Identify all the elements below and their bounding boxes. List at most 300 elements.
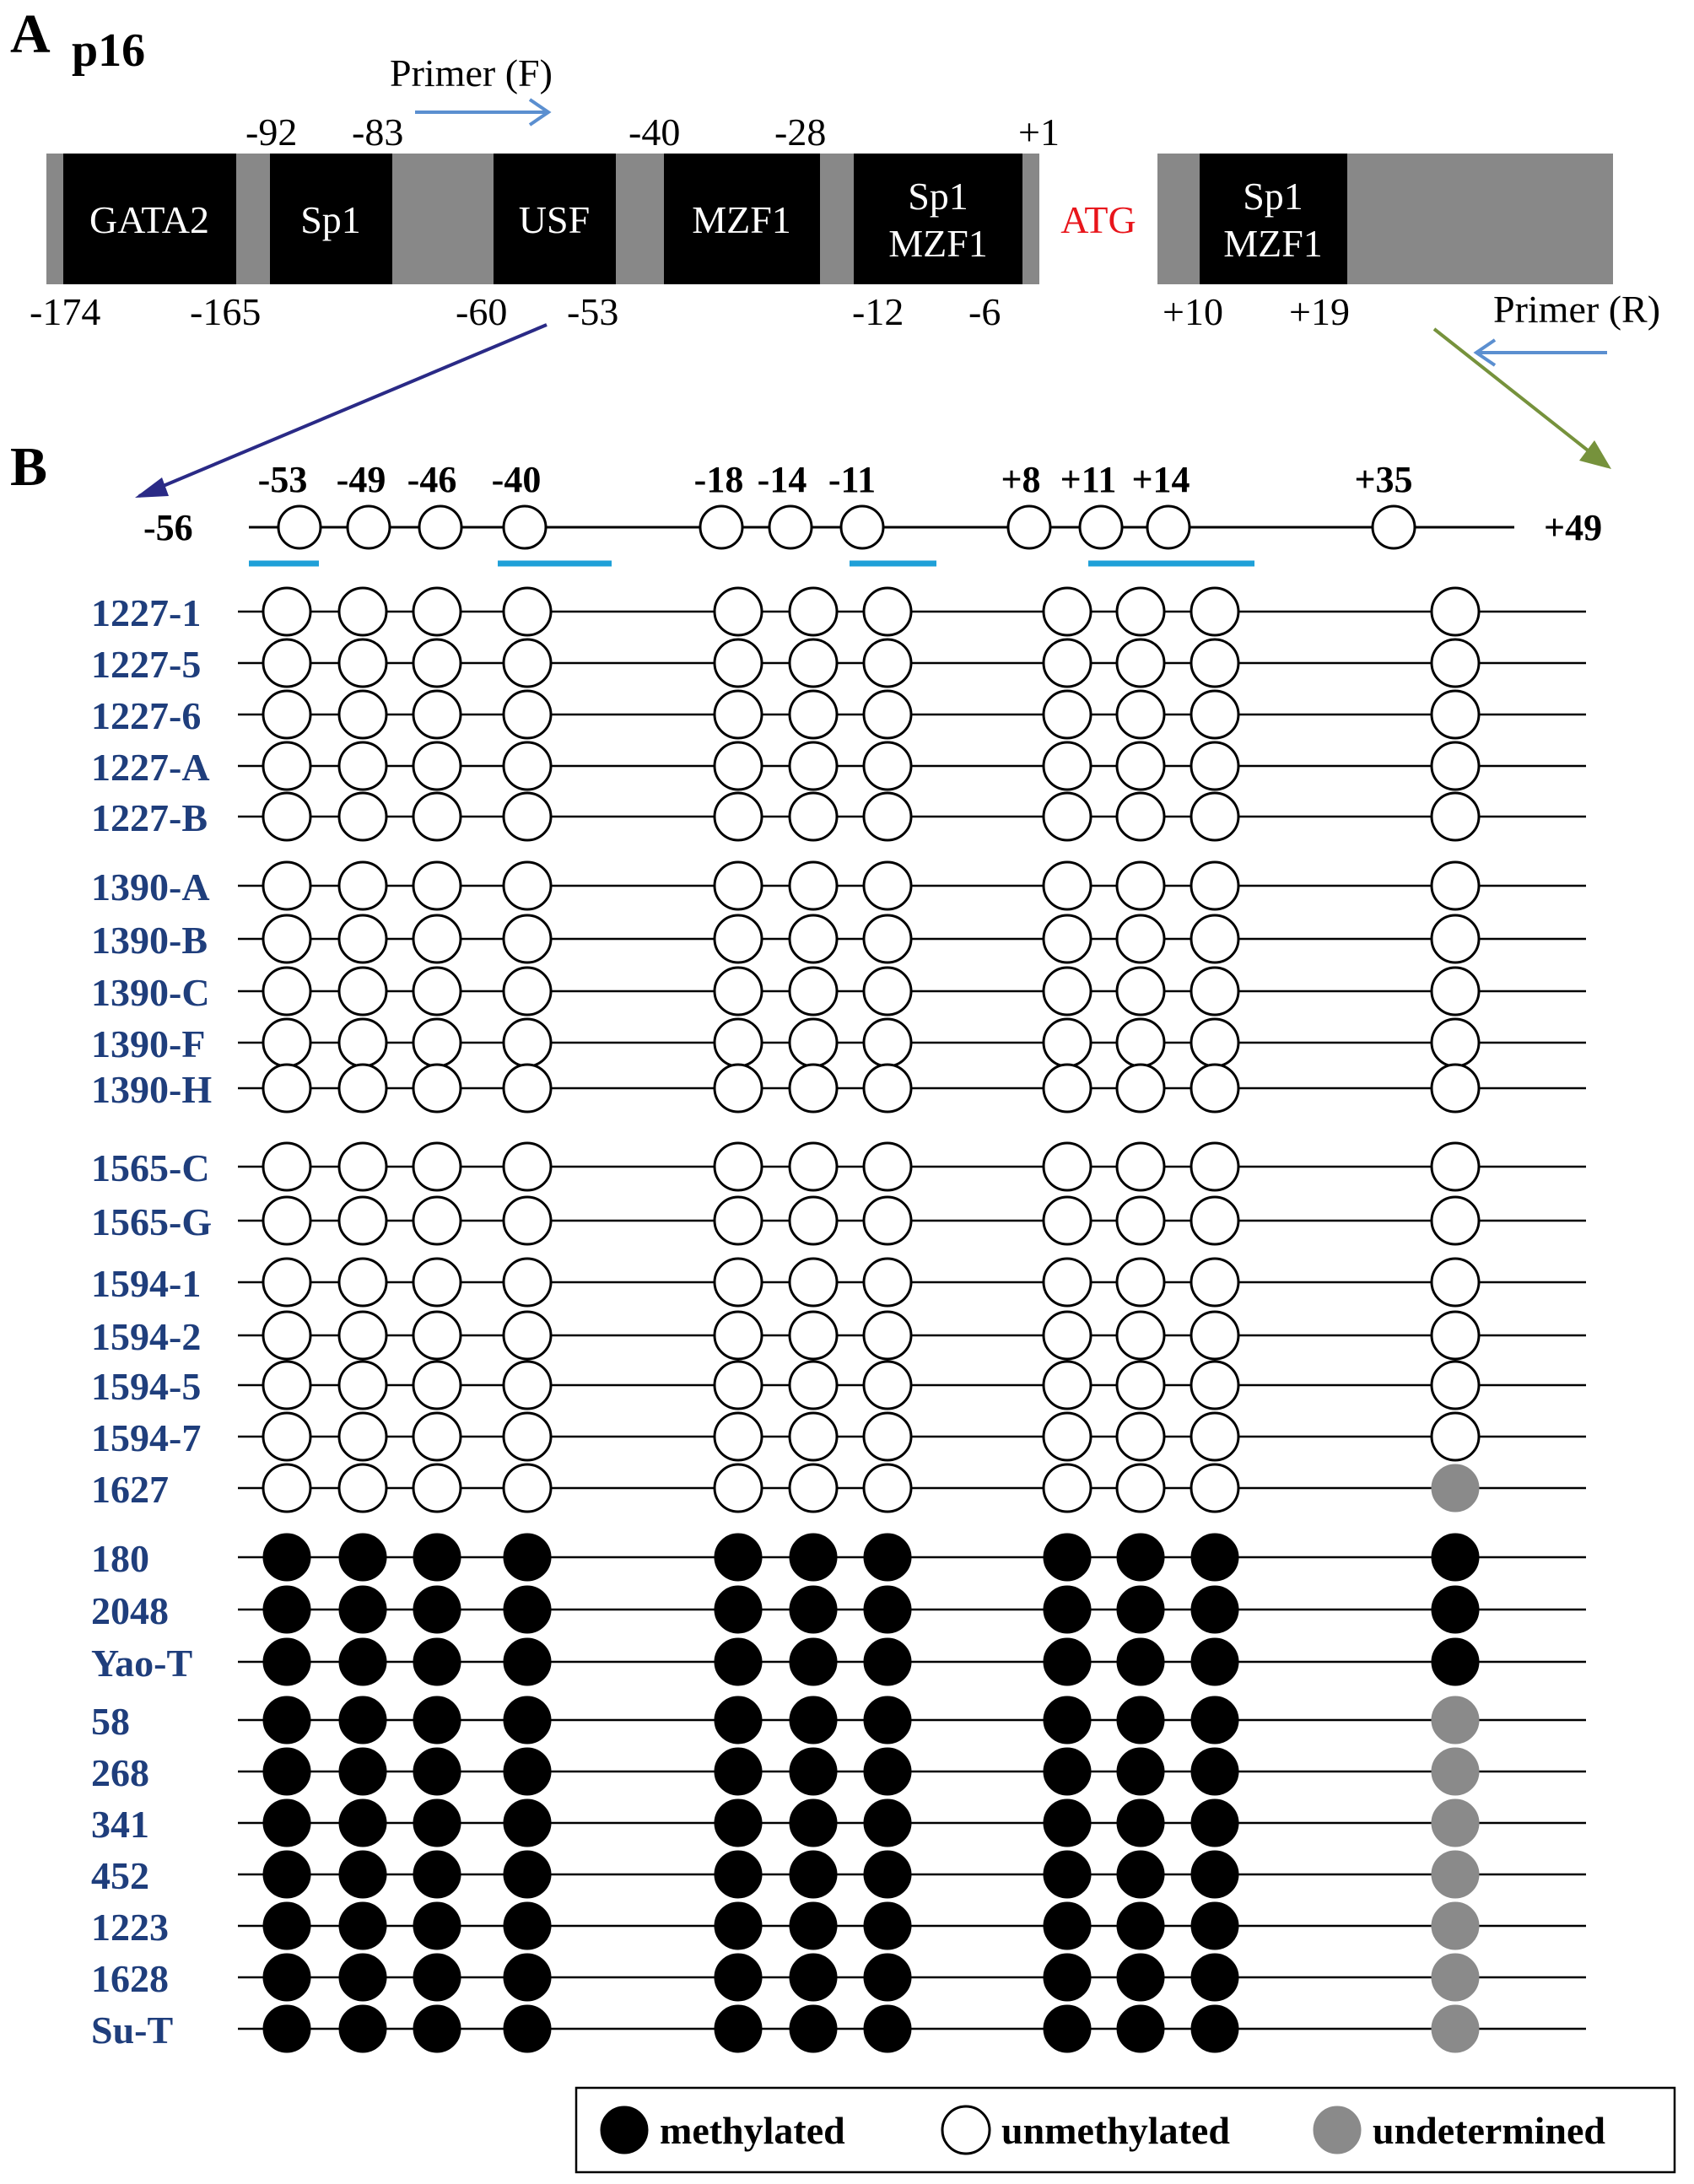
position-label-bottom: -165 (190, 290, 262, 333)
methylation-rows (91, 588, 1586, 2052)
methylated-site (413, 1954, 461, 2001)
unmethylated-site (864, 862, 911, 909)
unmethylated-site (413, 1065, 461, 1112)
unmethylated-site (1432, 793, 1479, 840)
unmethylated-site (504, 1259, 551, 1306)
unmethylated-site (1191, 915, 1238, 963)
methylated-site (864, 1638, 911, 1685)
cpg-site-marker (841, 506, 883, 548)
unmethylated-site (715, 1312, 762, 1359)
cpg-site-marker (700, 506, 742, 548)
methylated-site (339, 1748, 386, 1795)
methylated-site (790, 1851, 837, 1898)
unmethylated-site-legend-icon (942, 2106, 990, 2154)
unmethylated-site (413, 1143, 461, 1190)
unmethylated-site (339, 968, 386, 1015)
sample-row (91, 1143, 1586, 1190)
methylated-site (263, 1748, 310, 1795)
methylated-site (504, 1851, 551, 1898)
methylated-site (263, 1902, 310, 1949)
unmethylated-site (864, 915, 911, 963)
binding-site-mzf1 (664, 154, 820, 284)
unmethylated-site (1432, 968, 1479, 1015)
methylated-site (1117, 1696, 1164, 1744)
sample-row (91, 742, 1586, 790)
unmethylated-site (1191, 1019, 1238, 1066)
unmethylated-site (715, 1143, 762, 1190)
cpg-position-label: -40 (491, 459, 542, 500)
methylated-site (504, 1534, 551, 1581)
sample-label: 1390-C (91, 971, 210, 1014)
unmethylated-site (1191, 588, 1238, 635)
methylated-site (715, 1638, 762, 1685)
methylated-site (864, 1851, 911, 1898)
binding-site-label-line: Sp1 (1243, 175, 1303, 218)
methylated-site (1191, 2005, 1238, 2052)
cpg-position-label: -53 (257, 459, 308, 500)
unmethylated-site (1432, 1362, 1479, 1409)
methylated-site (339, 1851, 386, 1898)
methylated-site (1044, 1696, 1091, 1744)
unmethylated-site (864, 588, 911, 635)
unmethylated-site (504, 915, 551, 963)
unmethylated-site (1044, 691, 1091, 738)
methylated-site (1117, 1638, 1164, 1685)
position-label-bottom: -12 (852, 290, 904, 333)
cpg-site-marker (348, 506, 390, 548)
methylated-site (715, 1748, 762, 1795)
methylated-site (1044, 1534, 1091, 1581)
unmethylated-site (790, 1312, 837, 1359)
methylated-site (504, 1696, 551, 1744)
unmethylated-site (864, 1464, 911, 1512)
sample-label: 1628 (91, 1957, 169, 2000)
unmethylated-site (339, 1362, 386, 1409)
sample-row (91, 1696, 1586, 1744)
undetermined-site (1432, 1902, 1479, 1949)
methylated-site (1432, 1534, 1479, 1581)
unmethylated-site (715, 862, 762, 909)
unmethylated-site (413, 691, 461, 738)
unmethylated-site (715, 742, 762, 790)
unmethylated-site (1044, 1362, 1091, 1409)
sample-row (91, 1464, 1586, 1512)
cpg-position-label: +11 (1060, 459, 1117, 500)
unmethylated-site (1044, 588, 1091, 635)
methylated-site (790, 1586, 837, 1633)
unmethylated-site (413, 1312, 461, 1359)
methylated-site (339, 1586, 386, 1633)
sample-row (91, 862, 1586, 909)
sample-row (91, 915, 1586, 963)
gene-title: p16 (72, 24, 146, 77)
unmethylated-site (339, 1312, 386, 1359)
unmethylated-site (504, 862, 551, 909)
primer-reverse-label: Primer (R) (1493, 288, 1661, 331)
cpg-position-label: -11 (828, 459, 877, 500)
sample-label: 1223 (91, 1906, 169, 1949)
methylated-site-legend-icon (601, 2106, 648, 2154)
unmethylated-site (715, 691, 762, 738)
methylated-site (339, 1902, 386, 1949)
binding-site-label-line: Sp1 (908, 175, 968, 218)
methylated-site (339, 1696, 386, 1744)
unmethylated-site (790, 1143, 837, 1190)
unmethylated-site (1191, 968, 1238, 1015)
unmethylated-site (864, 1362, 911, 1409)
unmethylated-site (504, 588, 551, 635)
methylated-site (1117, 1534, 1164, 1581)
methylated-site (864, 1954, 911, 2001)
unmethylated-site (790, 691, 837, 738)
unmethylated-site (715, 1065, 762, 1112)
methylated-site (790, 1696, 837, 1744)
sample-row (91, 588, 1586, 635)
unmethylated-site (715, 1197, 762, 1244)
sample-row (91, 1197, 1586, 1244)
position-label-bottom: -6 (968, 290, 1001, 333)
methylated-site (715, 1954, 762, 2001)
unmethylated-site (1432, 862, 1479, 909)
cpg-position-label: +35 (1354, 459, 1413, 500)
unmethylated-site (1044, 1413, 1091, 1460)
binding-site-gata2 (63, 154, 236, 284)
methylated-site (263, 1586, 310, 1633)
unmethylated-site (1191, 793, 1238, 840)
unmethylated-site (339, 1197, 386, 1244)
unmethylated-site (504, 1464, 551, 1512)
unmethylated-site (715, 915, 762, 963)
position-label-bottom: +19 (1289, 290, 1350, 333)
sample-label: 1227-1 (91, 591, 202, 634)
unmethylated-site (1044, 1019, 1091, 1066)
sample-row (91, 1954, 1586, 2001)
sample-row (91, 1638, 1586, 1685)
unmethylated-site (1191, 1312, 1238, 1359)
unmethylated-site (864, 639, 911, 687)
cpg-site-marker (504, 506, 546, 548)
unmethylated-site (263, 1065, 310, 1112)
unmethylated-site (1117, 588, 1164, 635)
unmethylated-site (1044, 915, 1091, 963)
unmethylated-site (1432, 915, 1479, 963)
methylated-site (413, 2005, 461, 2052)
unmethylated-site (1432, 588, 1479, 635)
unmethylated-site (263, 639, 310, 687)
position-label-top: +1 (1018, 111, 1060, 154)
methylated-site (1191, 1902, 1238, 1949)
methylated-site (504, 1586, 551, 1633)
methylated-site (339, 2005, 386, 2052)
sample-label: 1390-F (91, 1022, 206, 1065)
unmethylated-site (1191, 1413, 1238, 1460)
sample-row (91, 793, 1586, 840)
unmethylated-site (864, 1065, 911, 1112)
methylated-site (790, 1638, 837, 1685)
methylated-site (1191, 1696, 1238, 1744)
position-label-top: -83 (352, 111, 404, 154)
methylated-site (413, 1534, 461, 1581)
unmethylated-site (413, 1362, 461, 1409)
binding-site-sp1 (270, 154, 392, 284)
region-end-label: +49 (1544, 507, 1603, 548)
unmethylated-site (1191, 1362, 1238, 1409)
sample-label: 1227-A (91, 746, 210, 789)
unmethylated-site (1117, 793, 1164, 840)
methylated-site (1432, 1586, 1479, 1633)
sample-label: 1594-1 (91, 1262, 202, 1305)
sample-row (91, 691, 1586, 738)
methylated-site (413, 1696, 461, 1744)
methylated-site (339, 1534, 386, 1581)
unmethylated-site (413, 793, 461, 840)
methylated-site (1117, 1748, 1164, 1795)
unmethylated-site (790, 862, 837, 909)
sample-row (91, 1259, 1586, 1306)
methylated-site (504, 1799, 551, 1847)
unmethylated-site (1191, 1065, 1238, 1112)
unmethylated-site (864, 1143, 911, 1190)
methylated-site (504, 1748, 551, 1795)
unmethylated-site (790, 639, 837, 687)
unmethylated-site (339, 1065, 386, 1112)
methylated-site (1044, 1851, 1091, 1898)
sample-label: 1565-G (91, 1200, 213, 1243)
methylated-site (263, 1799, 310, 1847)
unmethylated-site (1117, 915, 1164, 963)
unmethylated-site (1432, 1197, 1479, 1244)
methylated-site (263, 1534, 310, 1581)
zoom-arrow-right-icon (1434, 329, 1611, 469)
unmethylated-site (339, 1259, 386, 1306)
position-label-bottom: +10 (1163, 290, 1223, 333)
sample-row (91, 1534, 1586, 1581)
unmethylated-site (1044, 862, 1091, 909)
unmethylated-site (413, 915, 461, 963)
methylated-site (864, 1586, 911, 1633)
unmethylated-site (864, 1312, 911, 1359)
unmethylated-site (263, 588, 310, 635)
undetermined-site (1432, 1464, 1479, 1512)
unmethylated-site (715, 968, 762, 1015)
unmethylated-site (1117, 1464, 1164, 1512)
sample-label: 1627 (91, 1468, 169, 1511)
methylated-site (413, 1902, 461, 1949)
methylated-site (790, 1799, 837, 1847)
methylated-site (263, 1638, 310, 1685)
unmethylated-site (715, 793, 762, 840)
unmethylated-site (1117, 691, 1164, 738)
sample-row (91, 1851, 1586, 1898)
methylated-site (790, 1954, 837, 2001)
undetermined-site (1432, 2005, 1479, 2052)
sample-label: 1390-B (91, 919, 208, 962)
unmethylated-site (1044, 1312, 1091, 1359)
sample-label: 1594-7 (91, 1416, 202, 1459)
cpg-site-marker (419, 506, 461, 548)
unmethylated-site (1044, 1065, 1091, 1112)
unmethylated-site (1117, 1312, 1164, 1359)
methylated-site (1117, 1799, 1164, 1847)
sample-row (91, 2005, 1586, 2052)
unmethylated-site (339, 639, 386, 687)
unmethylated-site (263, 862, 310, 909)
unmethylated-site (1044, 793, 1091, 840)
methylated-site (1191, 1586, 1238, 1633)
sample-label: 341 (91, 1803, 149, 1846)
unmethylated-site (864, 691, 911, 738)
unmethylated-site (790, 1019, 837, 1066)
unmethylated-site (1432, 1312, 1479, 1359)
legend-label: unmethylated (1001, 2109, 1230, 2152)
unmethylated-site (1044, 1464, 1091, 1512)
sample-label: Yao-T (91, 1642, 193, 1685)
unmethylated-site (790, 1464, 837, 1512)
methylated-site (1117, 1851, 1164, 1898)
binding-site-sp1-mzf1-left (854, 154, 1022, 284)
sample-label: Su-T (91, 2009, 174, 2052)
unmethylated-site (715, 639, 762, 687)
sample-label: 1227-6 (91, 694, 202, 737)
methylated-site (504, 1902, 551, 1949)
unmethylated-site (1044, 1197, 1091, 1244)
unmethylated-site (339, 742, 386, 790)
unmethylated-site (1432, 1259, 1479, 1306)
unmethylated-site (715, 1019, 762, 1066)
undetermined-site (1432, 1748, 1479, 1795)
methylated-site (1044, 1799, 1091, 1847)
methylated-site (864, 1748, 911, 1795)
unmethylated-site (1191, 742, 1238, 790)
sample-label: 268 (91, 1751, 149, 1794)
methylated-site (413, 1851, 461, 1898)
methylated-site (864, 1902, 911, 1949)
unmethylated-site (790, 793, 837, 840)
sample-row (91, 639, 1586, 687)
unmethylated-site (263, 1413, 310, 1460)
unmethylated-site (263, 1019, 310, 1066)
sample-label: 1390-A (91, 866, 210, 909)
methylated-site (1117, 2005, 1164, 2052)
cpg-position-label: -14 (757, 459, 807, 500)
sample-row (91, 1362, 1586, 1409)
unmethylated-site (413, 639, 461, 687)
methylated-site (339, 1954, 386, 2001)
undetermined-site-legend-icon (1314, 2106, 1361, 2154)
unmethylated-site (339, 1413, 386, 1460)
unmethylated-site (1117, 1065, 1164, 1112)
undetermined-site (1432, 1799, 1479, 1847)
cpg-site-marker (1008, 506, 1050, 548)
unmethylated-site (1432, 639, 1479, 687)
unmethylated-site (790, 968, 837, 1015)
unmethylated-site (413, 1464, 461, 1512)
cpg-site-marker (1147, 506, 1190, 548)
sample-row (91, 1065, 1586, 1112)
unmethylated-site (263, 1362, 310, 1409)
unmethylated-site (1117, 968, 1164, 1015)
methylated-site (790, 1902, 837, 1949)
unmethylated-site (339, 1464, 386, 1512)
unmethylated-site (504, 1413, 551, 1460)
unmethylated-site (1117, 1259, 1164, 1306)
unmethylated-site (263, 793, 310, 840)
unmethylated-site (864, 793, 911, 840)
unmethylated-site (864, 968, 911, 1015)
sample-label: 2048 (91, 1589, 169, 1632)
methylated-site (413, 1799, 461, 1847)
methylated-site (1117, 1954, 1164, 2001)
methylated-site (263, 1696, 310, 1744)
methylated-site (1432, 1638, 1479, 1685)
unmethylated-site (1117, 1413, 1164, 1460)
methylated-site (1117, 1586, 1164, 1633)
methylated-site (263, 2005, 310, 2052)
primer-reverse-arrow-icon (1476, 340, 1607, 365)
unmethylated-site (1191, 1259, 1238, 1306)
unmethylated-site (339, 691, 386, 738)
unmethylated-site (504, 1312, 551, 1359)
unmethylated-site (1432, 691, 1479, 738)
unmethylated-site (1117, 862, 1164, 909)
unmethylated-site (1432, 742, 1479, 790)
unmethylated-site (1432, 1413, 1479, 1460)
unmethylated-site (864, 742, 911, 790)
unmethylated-site (1117, 1143, 1164, 1190)
primer-forward-arrow-icon (415, 100, 548, 125)
methylated-site (715, 1799, 762, 1847)
binding-site-usf (494, 154, 616, 284)
methylated-site (504, 1954, 551, 2001)
unmethylated-site (715, 1362, 762, 1409)
unmethylated-site (715, 1259, 762, 1306)
unmethylated-site (790, 742, 837, 790)
sample-label: 1594-5 (91, 1365, 202, 1408)
methylated-site (1044, 1902, 1091, 1949)
unmethylated-site (263, 1312, 310, 1359)
unmethylated-site (263, 968, 310, 1015)
methylated-site (339, 1799, 386, 1847)
methylated-site (715, 2005, 762, 2052)
sample-row (91, 1413, 1586, 1460)
unmethylated-site (1191, 691, 1238, 738)
unmethylated-site (339, 862, 386, 909)
unmethylated-site (504, 793, 551, 840)
binding-site-label: USF (518, 198, 591, 241)
unmethylated-site (1117, 1362, 1164, 1409)
panel-b-letter: B (10, 436, 48, 498)
unmethylated-site (413, 968, 461, 1015)
unmethylated-site (864, 1197, 911, 1244)
unmethylated-site (413, 862, 461, 909)
sample-row (91, 1799, 1586, 1847)
unmethylated-site (413, 1259, 461, 1306)
sample-row (91, 1312, 1586, 1359)
sample-row (91, 1748, 1586, 1795)
unmethylated-site (1117, 1019, 1164, 1066)
position-label-bottom: -174 (30, 290, 101, 333)
cpg-site-marker (1373, 506, 1415, 548)
unmethylated-site (1191, 1464, 1238, 1512)
unmethylated-site (1044, 1143, 1091, 1190)
position-label-top: -92 (245, 111, 298, 154)
sample-label: 1227-B (91, 796, 208, 839)
unmethylated-site (504, 1197, 551, 1244)
unmethylated-site (413, 1197, 461, 1244)
methylated-site (864, 2005, 911, 2052)
unmethylated-site (1191, 639, 1238, 687)
unmethylated-site (1044, 968, 1091, 1015)
